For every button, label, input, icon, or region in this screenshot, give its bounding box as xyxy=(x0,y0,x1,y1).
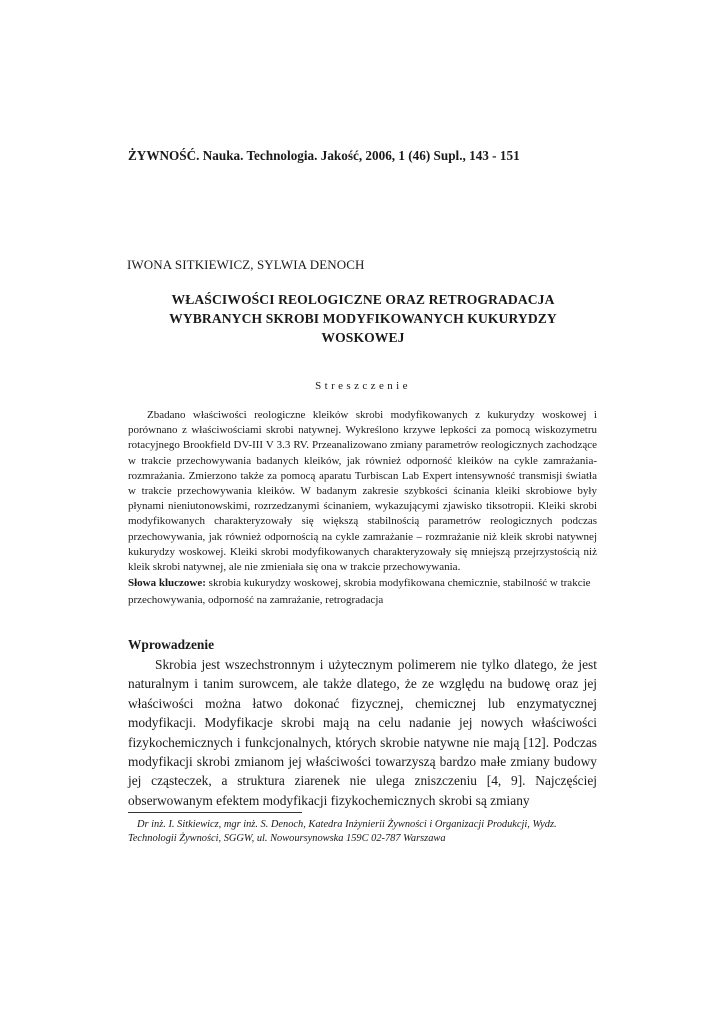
keywords-label: Słowa kluczowe: xyxy=(128,577,206,589)
article-title xyxy=(128,290,598,347)
keywords-list: skrobia kukurydzy woskowej, skrobia modyfikowana chemicznie, stabilność w trakcie przechowywania, odporność na zamrażanie, retrogradacja xyxy=(128,577,591,606)
abstract-heading: Streszczenie xyxy=(315,380,411,392)
journal-citation: ŻYWNOŚĆ. Nauka. Technologia. Jakość, 2006, 1 (46) Supl., 143 - 151 xyxy=(128,148,520,163)
section-heading: Wprowadzenie xyxy=(128,637,215,652)
title-line: WŁAŚCIWOŚCI REOLOGICZNE ORAZ RETROGRADACJA xyxy=(171,292,555,307)
footnote: Dr inż. I. Sitkiewicz, mgr inż. S. Denoch, Katedra Inżynierii Żywności i Organizacji Produkcji, Wydz. Technologii Żywności, SGGW, ul. Nowoursynowska 159C 02-787 Warszawa xyxy=(128,819,557,844)
title-line: WOSKOWEJ xyxy=(321,330,405,345)
body-paragraph xyxy=(128,655,597,810)
abstract-text: Zbadano właściwości reologiczne kleików skrobi modyfikowanych z kukurydzy woskowej i porównano z właściwościami skrobi natywnej. Wykreślono krzywe lepkości za pomocą wiskozymetru rotacyjnego Brookfield DV-III V 3.3 RV. Przeanalizowano zmiany parametrów reologicznych zachodzące w trakcie przechowywania badanych kleików, jak również odporność kleików na cykle zamrażania-rozmrażania. Zmierzono także za pomocą aparatu Turbiscan Lab Expert intensywność transmisji światła w trakcie przechowywania kleików. W badanym zakresie szybkości ścinania kleiki skrobiowe były płynami nieniutonowskimi, rozrzedzanymi ścinaniem, wykazującymi zjawisko tiksotropii. Kleiki skrobi modyfikowanych charakteryzowały się większą stabilnością parametrów reologicznych podczas przechowywania, jak również odpornością na cykle zamrażanie – rozmrażanie niż kleik skrobi natywnej kukurydzy woskowej. Kleiki skrobi modyfikowanych charakteryzowały się mniejszą przejrzystością niż kleik skrobi natywnej, ale nie zmieniała się ona w trakcie przechowywania. xyxy=(128,409,597,574)
keywords xyxy=(128,575,597,608)
footnote-divider xyxy=(128,812,302,813)
title-line: WYBRANYCH SKROBI MODYFIKOWANYCH KUKURYDZY xyxy=(169,311,557,326)
body-paragraph-text: Skrobia jest wszechstronnym i użytecznym polimerem nie tylko dlatego, że jest naturalnym i tanim surowcem, ale także dlatego, że ze względu na budowę oraz jej właściwości można łatwo dokonać fizycznej, chemicznej lub enzymatycznej modyfikacji. Modyfikacje skrobi mają na celu nadanie jej nowych właściwości fizykochemicznych i funkcjonalnych, których skrobie natywne nie mają [12]. Podczas modyfikacji skrobi zmianom jej właściwości towarzyszą bardzo małe zmiany budowy jej cząsteczek, a struktura ziarenek nie ulega zniszczeniu [4, 9]. Najczęściej obserwowanym efektem modyfikacji fizykochemicznych skrobi są zmiany xyxy=(128,657,597,808)
authors: IWONA SITKIEWICZ, SYLWIA DENOCH xyxy=(127,257,365,272)
